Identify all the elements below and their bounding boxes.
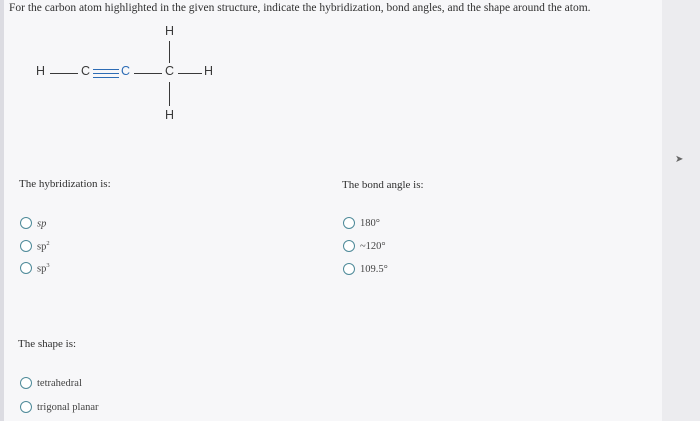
hybridization-option-sp[interactable] — [20, 217, 46, 230]
radio-button[interactable] — [343, 217, 355, 229]
shape-option-tetrahedral[interactable] — [20, 377, 82, 389]
atom-h-left: H — [36, 64, 46, 78]
option-text: ~120° — [360, 240, 386, 252]
bond-angle-option-109-5[interactable] — [343, 263, 388, 275]
atom-c3: C — [165, 64, 175, 78]
bond-c3-h-right — [178, 73, 202, 74]
question-text: For the carbon atom highlighted in the given structure, indicate the hybridization, bond angles, and the shape around the atom. — [9, 2, 591, 14]
option-text: 109.5° — [360, 263, 388, 275]
radio-button[interactable] — [20, 401, 32, 413]
atom-c1: C — [81, 64, 91, 78]
cursor-icon: ➤ — [675, 154, 684, 165]
option-text: trigonal planar — [37, 401, 99, 413]
bond-angle-label: The bond angle is: — [342, 179, 424, 191]
radio-button[interactable] — [343, 240, 355, 252]
atom-h-bottom: H — [165, 108, 175, 122]
option-text: sp — [37, 218, 47, 230]
atom-h-right: H — [204, 64, 214, 78]
hybridization-label: The hybridization is: — [19, 178, 111, 190]
radio-button[interactable] — [343, 263, 355, 275]
shape-label: The shape is: — [18, 338, 77, 350]
molecule-structure — [30, 22, 240, 132]
option-text: $sp^2$ — [37, 240, 50, 253]
left-edge-strip — [0, 0, 4, 421]
right-sidebar — [662, 0, 700, 421]
radio-button[interactable] — [20, 262, 32, 274]
atom-h-top: H — [165, 24, 175, 38]
option-text: $sp^3$ — [37, 262, 50, 275]
atom-c2-highlighted: C — [121, 64, 131, 78]
option-text: tetrahedral — [37, 377, 82, 389]
bond-angle-option-120[interactable] — [343, 240, 386, 252]
bond-c2-c3 — [134, 73, 162, 74]
option-text: 180° — [360, 217, 380, 229]
shape-option-trigonal-planar[interactable] — [20, 401, 99, 413]
radio-button[interactable] — [20, 377, 32, 389]
hybridization-option-sp2[interactable] — [20, 240, 50, 253]
hybridization-option-sp3[interactable] — [20, 262, 50, 275]
bond-h-c1 — [50, 73, 78, 74]
radio-button[interactable] — [20, 240, 32, 252]
bond-c3-h-top — [169, 41, 170, 63]
radio-button[interactable] — [20, 217, 32, 229]
bond-angle-option-180[interactable] — [343, 217, 380, 229]
bond-c3-h-bottom — [169, 82, 170, 106]
